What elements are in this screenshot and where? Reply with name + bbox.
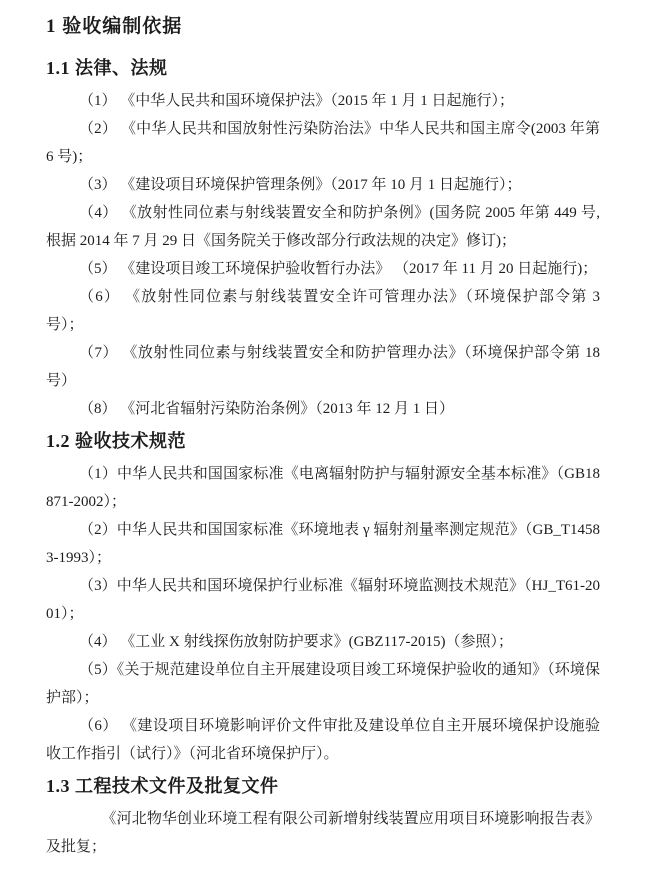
section-heading-docs: 1.3 工程技术文件及批复文件 — [46, 776, 279, 796]
spec-item-2: （2）中华人民共和国国家标准《环境地表 γ 辐射剂量率测定规范》（GB_T14583-1993）； — [46, 522, 600, 566]
law-item-3: （3） 《建设项目环境保护管理条例》（2017 年 10 月 1 日起施行）； — [79, 177, 522, 193]
document-title: 1 验收编制依据 — [46, 16, 183, 37]
section-engineering-docs — [46, 774, 600, 861]
law-item-5: （5） 《建设项目竣工环境保护验收暂行办法》 （2017 年 11 月 20 日起施行)； — [79, 261, 598, 277]
doc-item-1: 《河北物华创业环境工程有限公司新增射线装置应用项目环境影响报告表》及批复； — [46, 811, 600, 855]
law-item-6: （6） 《放射性同位素与射线装置安全许可管理办法》（环境保护部令第 3 号）； — [46, 289, 600, 333]
law-item-2: （2） 《中华人民共和国放射性污染防治法》中华人民共和国主席令(2003 年第 6 号)； — [46, 121, 600, 165]
law-item-1: （1） 《中华人民共和国环境保护法》（2015 年 1 月 1 日起施行）； — [79, 93, 515, 109]
section-laws-regulations — [46, 56, 600, 423]
section-technical-specs — [46, 429, 600, 768]
law-item-4: （4） 《放射性同位素与射线装置安全和防护条例》(国务院 2005 年第 449 号, 根据 2014 年 7 月 29 日《国务院关于修改部分行政法规的决定》修订)； — [46, 205, 600, 249]
law-item-8: （8） 《河北省辐射污染防治条例》（2013 年 12 月 1 日） — [79, 401, 455, 417]
law-item-7: （7） 《放射性同位素与射线装置安全和防护管理办法》（环境保护部令第 18 号） — [46, 345, 600, 389]
section-heading-specs: 1.2 验收技术规范 — [46, 431, 186, 451]
spec-item-6: （6） 《建设项目环境影响评价文件审批及建设单位自主开展环境保护设施验收工作指引（试行）》（河北省环境保护厅）。 — [46, 718, 600, 762]
section-heading-laws: 1.1 法律、法规 — [46, 58, 168, 78]
spec-item-1: （1）中华人民共和国国家标准《电离辐射防护与辐射源安全基本标准》（GB18871-2002）； — [46, 466, 600, 510]
spec-item-5: （5）《关于规范建设单位自主开展建设项目竣工环境保护验收的通知》（环境保护部）； — [46, 662, 600, 706]
spec-item-4: （4） 《工业 X 射线探伤放射防护要求》(GBZ117-2015)（参照）； — [79, 634, 514, 650]
spec-item-3: （3）中华人民共和国环境保护行业标准《辐射环境监测技术规范》（HJ_T61-2001）； — [46, 578, 600, 622]
